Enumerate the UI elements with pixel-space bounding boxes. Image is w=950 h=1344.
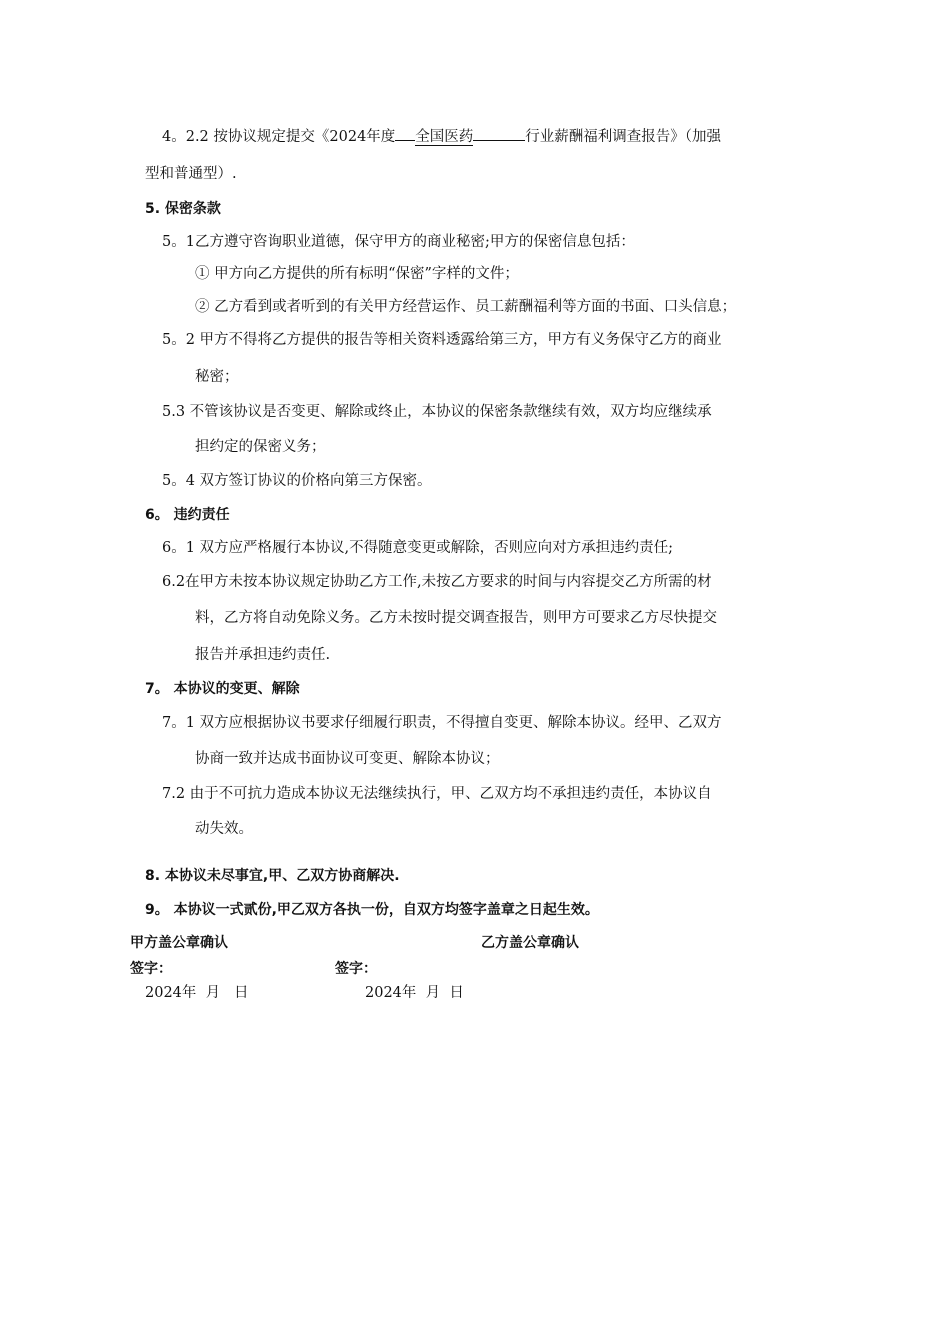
clause-5-2-line2: 秘密； xyxy=(195,369,239,385)
section-8: 8. 本协议未尽事宜,甲、乙双方协商解决. xyxy=(145,868,400,884)
party-a-date: 2024年 月 日 xyxy=(145,985,249,1001)
clause-5-4: 5。4 双方签订协议的价格向第三方保密。 xyxy=(162,473,432,489)
section-9: 9。 本协议一式贰份,甲乙双方各执一份，自双方均签字盖章之日起生效。 xyxy=(145,902,599,918)
clause-5-1-item-1: ① 甲方向乙方提供的所有标明“保密”字样的文件； xyxy=(195,266,519,282)
clause-4-2-2-line2: 型和普通型）. xyxy=(145,166,237,182)
clause-7-2-line2: 动失效。 xyxy=(195,821,253,837)
clause-6-2-line1: 6.2在甲方未按本协议规定协助乙方工作,未按乙方要求的时间与内容提交乙方所需的材 xyxy=(162,574,712,590)
party-a-seal-label: 甲方盖公章确认 xyxy=(130,935,228,951)
clause-5-3-line2: 担约定的保密义务； xyxy=(195,439,326,455)
clause-4-2-2-prefix: 4。2.2 按协议规定提交《2024年度 xyxy=(162,129,396,145)
clause-7-1-line2: 协商一致并达成书面协议可变更、解除本协议； xyxy=(195,751,500,767)
party-b-seal-label: 乙方盖公章确认 xyxy=(481,935,579,951)
clause-6-1: 6。1 双方应严格履行本协议,不得随意变更或解除，否则应向对方承担违约责任; xyxy=(162,540,674,556)
party-b-signature-label: 签字： xyxy=(335,961,377,977)
section-5-heading: 5. 保密条款 xyxy=(145,201,221,217)
clause-5-1: 5。1乙方遵守咨询职业道德，保守甲方的商业秘密;甲方的保密信息包括： xyxy=(162,234,635,250)
section-7-heading: 7。 本协议的变更、解除 xyxy=(145,681,300,697)
clause-5-3-line1: 5.3 不管该协议是否变更、解除或终止，本协议的保密条款继续有效，双方均应继续承 xyxy=(162,404,712,420)
clause-6-2-line3: 报告并承担违约责任. xyxy=(195,647,331,663)
clause-4-2-2-line1 xyxy=(162,128,721,146)
clause-5-2-line1: 5。2 甲方不得将乙方提供的报告等相关资料透露给第三方，甲方有义务保守乙方的商业 xyxy=(162,332,722,348)
blank-underline-left xyxy=(395,140,415,141)
industry-field: 全国医药 xyxy=(415,129,474,145)
section-6-heading: 6。 违约责任 xyxy=(145,507,230,523)
clause-7-1-line1: 7。1 双方应根据协议书要求仔细履行职责，不得擅自变更、解除本协议。经甲、乙双方 xyxy=(162,715,722,731)
clause-5-1-item-2: ② 乙方看到或者听到的有关甲方经营运作、员工薪酬福利等方面的书面、口头信息； xyxy=(195,299,737,315)
party-b-date: 2024年 月 日 xyxy=(365,985,464,1001)
clause-4-2-2-suffix: 行业薪酬福利调查报告》（加强 xyxy=(525,129,722,145)
party-a-signature-label: 签字： xyxy=(130,961,172,977)
blank-underline-right xyxy=(473,140,525,141)
clause-7-2-line1: 7.2 由于不可抗力造成本协议无法继续执行，甲、乙双方均不承担违约责任，本协议自 xyxy=(162,786,712,802)
clause-6-2-line2: 料，乙方将自动免除义务。乙方未按时提交调查报告，则甲方可要求乙方尽快提交 xyxy=(195,610,717,626)
